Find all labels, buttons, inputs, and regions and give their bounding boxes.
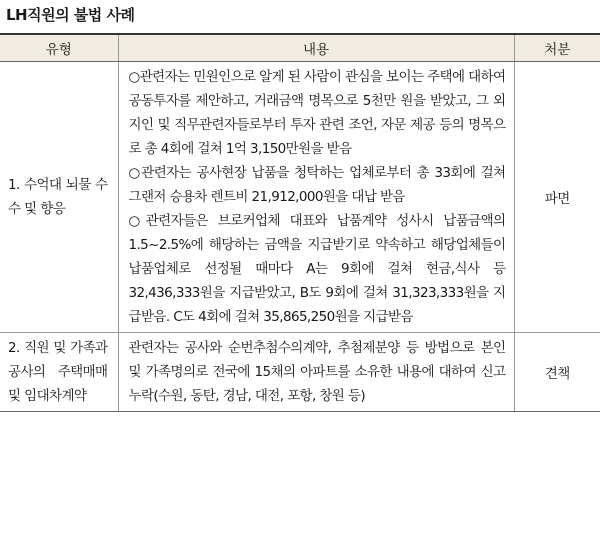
row-content-cell (118, 62, 514, 333)
content-paragraph: 관련자는 공사와 순번추첨수의계약, 추첨제분양 등 방법으로 본인 및 가족명의로 전국에 15채의 아파트를 소유한 내용에 대하여 신고 누락(수원, 동탄, 경남, 대전, 포항, 창원 등) (128, 340, 506, 404)
content-paragraph: ○관련자는 민원인으로 알게 된 사람이 관심을 보이는 주택에 대하여 공동투자를 제안하고, 거래금액 명목으로 5천만 원을 받았고, 그 외 지인 및 직무관련자들로부터 투자 관련 조언, 자문 제공 등의 명목으로 총 4회에 걸쳐 1억 3,150만원을 받음 (128, 69, 506, 157)
row-disposition-cell: 파면 (514, 62, 600, 333)
row-type-cell (0, 62, 118, 333)
row-type-text: 2. 직원 및 가족과 공사의 주택매매 및 임대차계약 (8, 340, 108, 404)
content-paragraph: ○관련자들은 브로커업체 대표와 납품계약 성사시 납품금액의 1.5~2.5%에 해당하는 금액을 지급받기로 약속하고 해당업체들이 납품업체로 선정될 때마다 A는 9회에 걸쳐 현금,식사 등 32,436,333원을 지급받았고, B도 9회에 걸쳐 31,323,333원을 지급받음. C도 4회에 걸쳐 35,865,250원을 지급받음 (128, 213, 506, 325)
violations-table (0, 33, 600, 412)
column-header-content: 내용 (118, 34, 514, 62)
column-header-disposition: 처분 (514, 34, 600, 62)
table-header-row (0, 34, 600, 62)
table-row (0, 62, 600, 333)
table-row (0, 333, 600, 412)
content-paragraph: ○관련자는 공사현장 납품을 청탁하는 업체로부터 총 33회에 걸쳐 그랜저 승용차 렌트비 21,912,000원을 대납 받음 (128, 165, 506, 205)
row-content-cell (118, 333, 514, 412)
row-disposition-cell: 견책 (514, 333, 600, 412)
row-type-text: 1. 수억대 뇌물 수수 및 향응 (8, 177, 108, 217)
column-header-type: 유형 (0, 34, 118, 62)
page-title: LH직원의 불법 사례 (6, 6, 135, 24)
row-type-cell (0, 333, 118, 412)
